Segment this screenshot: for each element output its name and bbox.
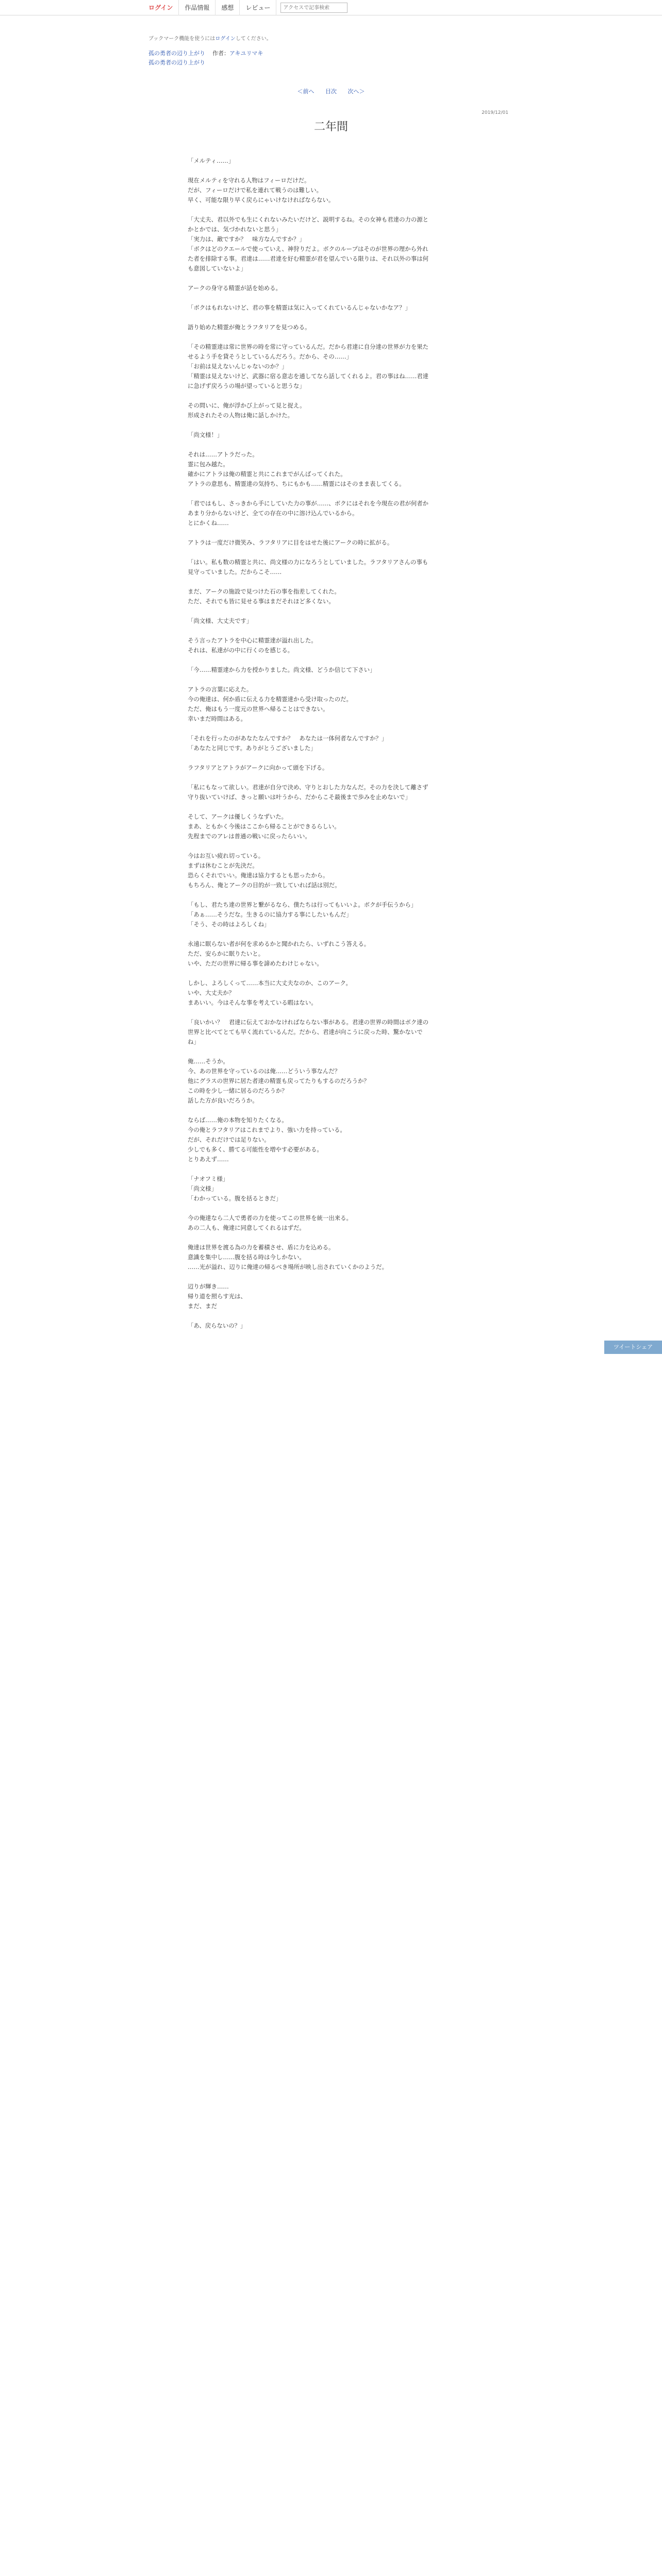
- novel-line: まだ、まだ: [188, 1302, 217, 1310]
- novel-line: その問いに、俺が浮かび上がって見と捉え。: [188, 402, 306, 409]
- review-link[interactable]: レビュー: [240, 0, 276, 15]
- novel-line: 「私にもなって欲しい。君達が自分で決め、守りとおした力なんだ。その力を決して離さず守り抜いていけば、きっと願いは叶うから、だからこそ最後まで歩みを止めないで」: [188, 784, 428, 801]
- novel-line: 「わかっている。腹を括るときだ」: [188, 1195, 282, 1202]
- feeling-link[interactable]: 感想: [216, 0, 240, 15]
- novel-line: 「ボクはどのクエールで使っていえ、神狩りだよ。ボクのループはそのが世界の理から外れた者を排除する事。君達は……君達を好む精霊が君を望んでいる限りは、それ以外の事は何も意図していないよ」: [188, 245, 429, 272]
- novel-paragraph: [188, 1018, 430, 1047]
- search-input[interactable]: [280, 3, 347, 13]
- novel-paragraph: [188, 215, 430, 274]
- novel-line: 先程までのアレは普通の戦いに戻ったらいい。: [188, 833, 311, 840]
- series-title-link[interactable]: 孤の勇者の辺り上がり: [148, 50, 205, 57]
- novel-paragraph: [188, 450, 430, 489]
- novel-paragraph: [188, 734, 430, 753]
- top-nav-inner: [148, 0, 347, 15]
- novel-line: だが、フィーロだけで私を連れて戦うのは難しい。: [188, 187, 323, 194]
- novel-line: 他にグラスの世界に居た者達の精霊も戻ってたりもするのだろうか？: [188, 1077, 370, 1084]
- login-link[interactable]: ログイン: [148, 0, 179, 15]
- novel-paragraph: [188, 1174, 430, 1204]
- novel-line: 「はい。私も数の精霊と共に、尚文様の力になろうとしていました。ラフタリアさんの事も見守っていました。だからこそ……: [188, 558, 428, 575]
- novel-line: 「あなたと同じです。ありがとうございました」: [188, 744, 317, 752]
- novel-line: 「それを行ったのがあなたなんですか？ あなたは一体何者なんですか？」: [188, 735, 388, 742]
- novel-line: アトラの意思も、精霊達の気持ち、ちにもかも……精霊にはそのまま表してくる。: [188, 480, 405, 487]
- novel-line: 幸いまだ時間はある。: [188, 715, 246, 722]
- novel-line: ……光が溢れ、辺りに俺達の帰るべき場所が映し出されていくかのようだ。: [188, 1263, 388, 1270]
- novel-line: 「君ではもし、さっきから手にしていた力の事が……、ボクにはそれを今現在の君が何者かあまり分からないけど、全ての存在の中に溶け込んでいるから。: [188, 500, 429, 517]
- novel-line: 俺……そうか。: [188, 1058, 229, 1065]
- novel-paragraph: [188, 978, 430, 1008]
- login-notice: [148, 34, 514, 42]
- novel-line: 「お前は見えないんじゃないのか？」: [188, 363, 288, 370]
- novel-paragraph: [188, 685, 430, 724]
- novel-line: だが、それだけでは足りない。: [188, 1136, 270, 1143]
- novel-line: 今、あの世界を守っているのは俺……どういう事なんだ？: [188, 1067, 341, 1075]
- novel-line: ただ、安らかに眠りたいと。: [188, 950, 264, 957]
- novel-line: 「メルティ……」: [188, 157, 235, 164]
- novel-paragraph: [188, 763, 430, 773]
- novel-paragraph: [188, 1321, 430, 1331]
- novel-line: アークの身守る精霊が話を始める。: [188, 284, 282, 292]
- chapter-pager: [148, 87, 514, 95]
- novel-line: 「その精霊達は常に世界の時を常に守っているんだ。だから君達に自分達の世界が力を果たせるよう手を貸そうとしているんだろう。だから、その……」: [188, 343, 429, 360]
- novel-line: いや、ただの世界に帰る事を諦めたわけじゃない。: [188, 960, 323, 967]
- next-chapter-link[interactable]: 次へ＞: [347, 88, 365, 95]
- novel-line: ラフタリアとアトラがアークに向かって頭を下げる。: [188, 764, 328, 771]
- notice-login-link[interactable]: ログイン: [215, 36, 236, 42]
- novel-line: 「良いかい？ 君達に伝えておかなければならない事がある。君達の世界の時間はボク達の世界と比べてとても早く流れているんだ。だから、君達が向こうに戻った時、驚かないでね」: [188, 1019, 429, 1045]
- novel-line: 霊に包み越た。: [188, 461, 229, 468]
- novel-line: 「そう、その時はよろしくね」: [188, 921, 270, 928]
- novel-line: いや、大丈夫か？: [188, 989, 235, 996]
- novel-line: 帰り道を照らす光は、: [188, 1293, 246, 1300]
- novel-paragraph: [188, 342, 430, 391]
- novel-line: そして、アークは優しくうなずいた。: [188, 813, 288, 820]
- novel-line: 確かにアトラは俺の精霊と共にこれまでがんばってくれた。: [188, 470, 346, 478]
- novel-line: そう言ったアトラを中心に精霊達が溢れ出した。: [188, 637, 317, 644]
- notice-before: ブックマーク機能を使うには: [148, 36, 216, 42]
- novel-line: まあ、ともかく今後はここから帰ることができるらしい。: [188, 823, 340, 830]
- novel-line: 「尚文様、大丈夫です」: [188, 617, 253, 624]
- novel-line: 「ナオフミ様」: [188, 1175, 229, 1182]
- novel-line: まずは休むことが先決だ。: [188, 862, 258, 869]
- novel-line: アトラの言葉に応えた。: [188, 686, 253, 693]
- series-info: [148, 49, 514, 57]
- novel-line: ただ、それでも皆に見せる事はまだそれほど多くない。: [188, 598, 335, 605]
- novel-paragraph: [188, 851, 430, 890]
- top-nav-bar: [0, 0, 662, 15]
- novel-line: しかし、よろしくって……本当に大丈夫なのか、このアーク。: [188, 979, 352, 987]
- novel-paragraph: [188, 323, 430, 332]
- novel-line: 「実力は、敵ですか？ 味方なんですか？」: [188, 235, 305, 243]
- novel-paragraph: [188, 587, 430, 606]
- novel-line: あの二人も、俺達に同意してくれるはずだ。: [188, 1224, 305, 1231]
- novel-line: それは……アトラだった。: [188, 451, 258, 458]
- prev-chapter-link[interactable]: ＜前へ: [297, 88, 315, 95]
- novel-line: 少しでも多く、勝てる可能性を増やす必要がある。: [188, 1146, 323, 1153]
- novel-line: 恐らくそれでいい。俺達は協力するとも思ったから。: [188, 872, 329, 879]
- novel-paragraph: [188, 812, 430, 841]
- novel-paragraph: [188, 939, 430, 969]
- novel-paragraph: [188, 430, 430, 440]
- novel-line: 辺りが輝き……: [188, 1283, 229, 1290]
- novel-line: この時を少し一緒に居るのだろうか？: [188, 1087, 288, 1094]
- novel-paragraph: [188, 156, 430, 166]
- novel-paragraph: [188, 1057, 430, 1106]
- novel-line: 話した方が良いだろうか。: [188, 1097, 258, 1104]
- novel-line: 今の俺とラフタリアはこれまでより、強い力を持っている。: [188, 1126, 346, 1133]
- novel-body: [188, 156, 430, 1331]
- novel-line: 俺達は世界を渡る為の力を蓄積させ、盾に力を込める。: [188, 1244, 335, 1251]
- novel-line: それは、私達がの中に行くのを感じる。: [188, 647, 294, 654]
- notice-after: してください。: [235, 36, 272, 42]
- novel-line: 「尚文様！」: [188, 431, 223, 438]
- novel-line: 「もし、君たち達の世界と繋がるなら、僕たちは行ってもいいよ。ボクが手伝うから」: [188, 901, 417, 908]
- author-link[interactable]: アキユリマキ: [229, 50, 263, 57]
- novel-paragraph: [188, 1115, 430, 1164]
- novel-paragraph: [188, 1282, 430, 1311]
- tweet-share-button[interactable]: ツイートシェア: [604, 1341, 662, 1354]
- novel-paragraph: [188, 557, 430, 577]
- novel-paragraph: [188, 283, 430, 293]
- novel-line: アトラは一度だけ微笑み、ラフタリアに目をはせた後にアークの時に拡がる。: [188, 539, 393, 546]
- novel-line: 「大丈夫、君以外でも生にくれないみたいだけど、説明するね。その女神も君達の力の源とかとかでは、気づかれないと思う」: [188, 216, 429, 233]
- novel-line: 語り始めた精霊が俺とラフタリアを見つめる。: [188, 324, 311, 331]
- novel-paragraph: [188, 1213, 430, 1233]
- chapter-link[interactable]: 孤の勇者の辺り上がり: [148, 59, 205, 66]
- author-label: 作者：: [212, 50, 229, 57]
- novel-line: 今の俺達は、何か盾に伝える力を精霊達から受け取ったのだ。: [188, 696, 352, 703]
- novel-paragraph: [188, 401, 430, 420]
- novel-line: まあいい。今はそんな事を考えている暇はない。: [188, 999, 317, 1006]
- novel-line: とにかくね……: [188, 519, 229, 527]
- novel-line: 「尚文様」: [188, 1185, 217, 1192]
- novel-line: ただ、俺はもう一度元の世界へ帰ることはできない。: [188, 705, 329, 713]
- novel-line: 今の俺達なら二人で勇者の力を使ってこの世界を統一出来る。: [188, 1214, 352, 1222]
- novel-line: まだ、アークの施設で見つけた石の事を指差してくれた。: [188, 588, 340, 595]
- post-date: 2019/12/01: [482, 110, 508, 115]
- novel-line: 「ボクはもれないけど、君の事を精霊は気に入ってくれているんじゃないかなア？」: [188, 304, 411, 311]
- novel-line: とりあえず……: [188, 1156, 229, 1163]
- novel-paragraph: [188, 665, 430, 675]
- novel-paragraph: [188, 636, 430, 655]
- toc-link[interactable]: 目次: [325, 88, 337, 95]
- novel-paragraph: [188, 1243, 430, 1272]
- novel-line: 「あ、戻らないの？」: [188, 1322, 246, 1329]
- novel-paragraph: [188, 176, 430, 205]
- main-content: [148, 15, 514, 1341]
- novel-line: 「あぁ……そうだな。生きるのに協力する事にしたいもんだ」: [188, 911, 352, 918]
- novel-line: 形成されたその人物は俺に話しかけた。: [188, 412, 294, 419]
- novel-paragraph: [188, 783, 430, 802]
- novel-line: 現在メルティを守れる人物はフィーロだけだ。: [188, 177, 310, 184]
- novel-paragraph: [188, 499, 430, 528]
- novel-line: 意識を集中し……腹を括る時は今しかない。: [188, 1253, 305, 1261]
- novel-paragraph: [188, 303, 430, 313]
- novel-paragraph: [188, 538, 430, 548]
- novel-line: もちろん、俺とアークの目的が一致していれば話は別だ。: [188, 882, 341, 889]
- novel-paragraph: [188, 616, 430, 626]
- novel-paragraph: [188, 900, 430, 929]
- novel-line: 今はお互い疲れ切っている。: [188, 852, 264, 859]
- chapter-title: 二年間: [313, 121, 348, 133]
- novel-line: ならば……俺の本物を知りたくなる。: [188, 1116, 288, 1124]
- novel-line: 早く、可能な限り早く戻らにゃいけなければならない。: [188, 196, 335, 204]
- works-info-link[interactable]: 作品情報: [179, 0, 216, 15]
- novel-line: 永遠に眠らない者が何を求めるかと聞かれたら、いずれこう答える。: [188, 940, 370, 947]
- novel-line: 「今……精霊達から力を授かりました。尚文様、どうか信じて下さい」: [188, 666, 376, 673]
- novel-line: 「精霊は見えないけど、武器に宿る意志を通してなら話してくれるよ。君の事はね……君達に急げず戻ろうの場が望っていると思うな」: [188, 372, 429, 389]
